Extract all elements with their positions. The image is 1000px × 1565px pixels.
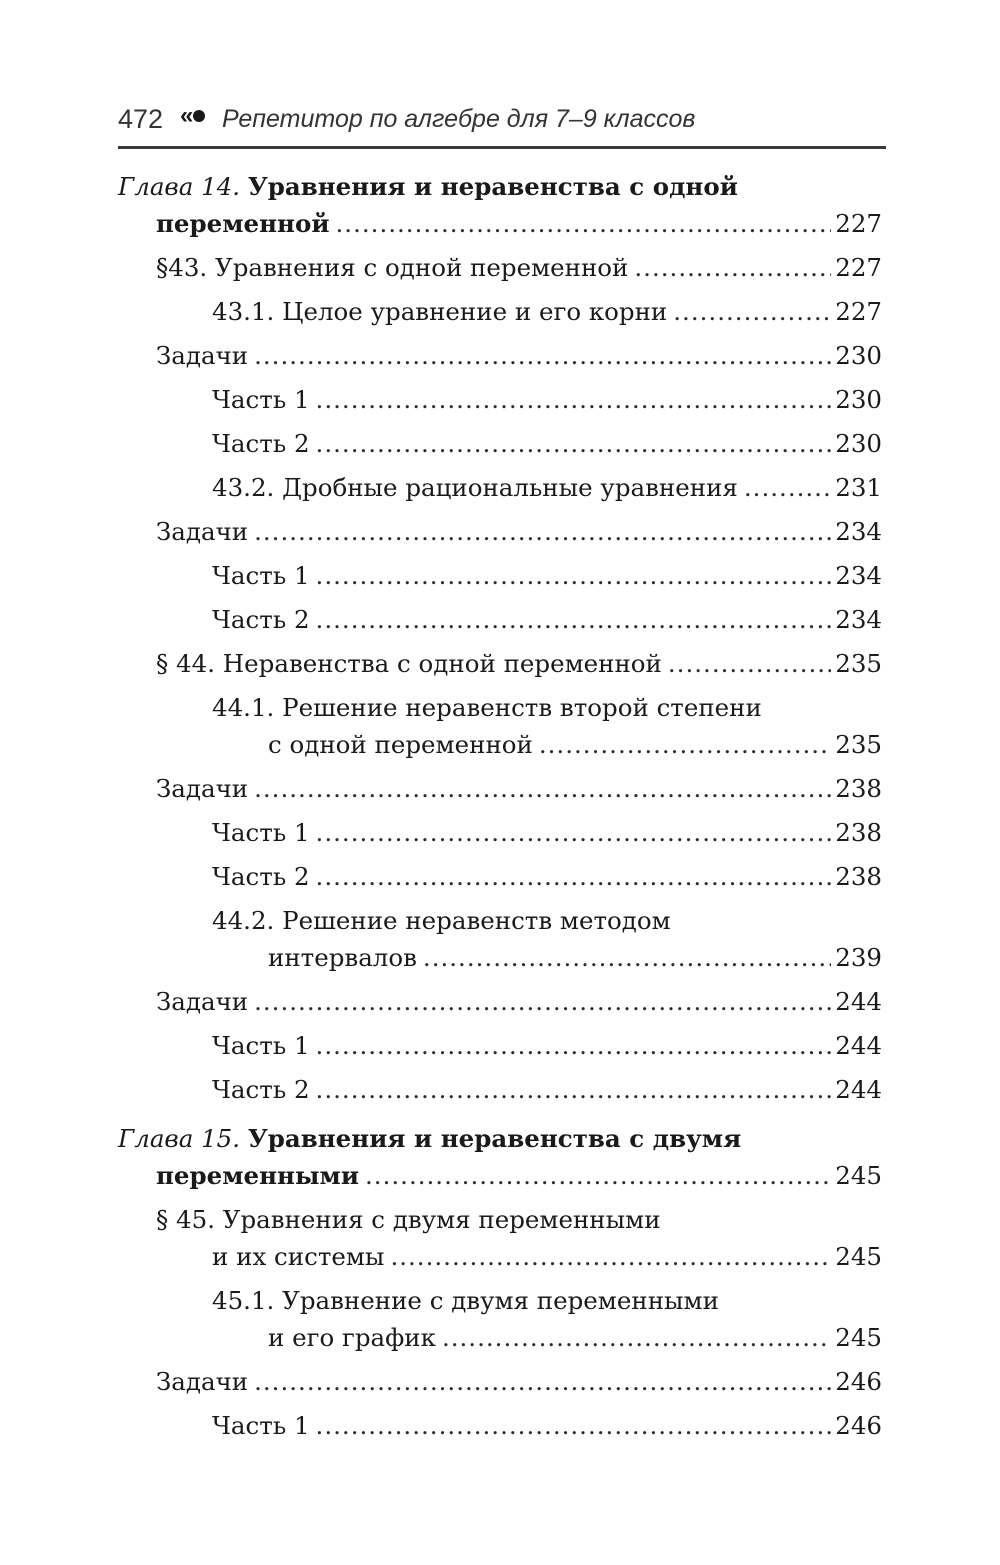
header-mark-glyph: «: [180, 102, 192, 129]
toc-entry[interactable]: [118, 469, 882, 506]
toc-page-number: 227: [835, 209, 882, 238]
chapter-title: Уравнения и неравенства с двумя: [247, 1124, 742, 1153]
toc-page-number: 238: [835, 862, 882, 891]
toc-page-number: 234: [835, 561, 882, 590]
toc-entry-title: Задачи: [156, 774, 249, 803]
toc-entry-title: интервалов: [268, 943, 417, 972]
toc-page-number: 230: [835, 385, 882, 414]
toc-line: [212, 425, 882, 462]
toc-entry-title: Часть 1: [212, 561, 310, 590]
toc-entry-title: § 44. Неравенства с одной переменной: [156, 649, 662, 678]
toc-entry-title: 44.1. Решение неравенств второй степени: [212, 693, 762, 722]
toc-line: [156, 513, 882, 550]
dot-leader: [634, 249, 831, 286]
dot-leader: [316, 1027, 832, 1064]
table-of-contents: [118, 168, 882, 1444]
toc-line: [156, 1363, 882, 1400]
toc-entry[interactable]: [118, 983, 882, 1020]
dot-leader: [442, 1319, 831, 1356]
toc-entry[interactable]: [118, 425, 882, 462]
dot-leader: [744, 469, 831, 506]
toc-entry[interactable]: [118, 293, 882, 330]
dot-leader: [316, 814, 832, 851]
toc-page-number: 231: [835, 473, 882, 502]
toc-line: [212, 814, 882, 851]
toc-entry[interactable]: [118, 814, 882, 851]
toc-page-number: 235: [835, 730, 882, 759]
toc-line: [156, 337, 882, 374]
dot-leader: [254, 513, 831, 550]
toc-entry[interactable]: [118, 381, 882, 418]
toc-entry-title: и его график: [268, 1323, 436, 1352]
toc-page-number: 245: [835, 1242, 882, 1271]
toc-line: [212, 726, 882, 763]
chapter-title: Уравнения и неравенства с одной: [247, 172, 738, 201]
page-header: [118, 96, 886, 149]
toc-page-number: 230: [835, 429, 882, 458]
toc-entry-title: с одной переменной: [268, 730, 533, 759]
toc-line: [156, 645, 882, 682]
toc-entry[interactable]: [118, 337, 882, 374]
toc-page-number: 234: [835, 517, 882, 546]
toc-entry-title: Часть 2: [212, 862, 310, 891]
toc-line: [212, 689, 882, 726]
toc-line: [118, 205, 882, 242]
dot-leader: [254, 983, 831, 1020]
toc-line: [156, 1201, 882, 1238]
dot-leader: [316, 425, 832, 462]
toc-entry[interactable]: [118, 1027, 882, 1064]
toc-page-number: 234: [835, 605, 882, 634]
toc-entry[interactable]: [118, 1363, 882, 1400]
toc-entry-title: Задачи: [156, 341, 249, 370]
toc-entry[interactable]: [118, 1282, 882, 1356]
toc-entry[interactable]: [118, 689, 882, 763]
toc-page-number: 238: [835, 774, 882, 803]
toc-entry[interactable]: [118, 858, 882, 895]
book-title: Репетитор по алгебре для 7–9 классов: [222, 105, 696, 133]
toc-entry-title: Часть 2: [212, 1075, 310, 1104]
dot-leader: [365, 1157, 831, 1194]
toc-page-number: 239: [835, 943, 882, 972]
toc-entry[interactable]: [118, 902, 882, 976]
dot-leader: [316, 381, 832, 418]
toc-entry[interactable]: [118, 1120, 882, 1194]
toc-page-number: 227: [835, 253, 882, 282]
toc-entry[interactable]: [118, 645, 882, 682]
toc-entry-title: переменными: [156, 1161, 359, 1190]
toc-entry-title: переменной: [156, 209, 330, 238]
toc-line: [212, 1282, 882, 1319]
toc-line: [156, 770, 882, 807]
toc-page-number: 245: [835, 1161, 882, 1190]
toc-entry[interactable]: [118, 513, 882, 550]
toc-entry-title: Часть 1: [212, 1031, 310, 1060]
toc-line: [212, 1407, 882, 1444]
chapter-number: Глава 15.: [118, 1124, 241, 1153]
toc-entry-title: Часть 2: [212, 605, 310, 634]
chapter-number: Глава 14.: [118, 172, 241, 201]
dot-leader: [423, 939, 831, 976]
toc-entry[interactable]: [118, 249, 882, 286]
toc-entry-title: § 45. Уравнения с двумя переменными: [156, 1205, 661, 1234]
toc-entry[interactable]: [118, 1201, 882, 1275]
toc-entry[interactable]: [118, 557, 882, 594]
toc-entry[interactable]: [118, 168, 882, 242]
header-dot-icon: [193, 110, 205, 122]
dot-leader: [254, 770, 831, 807]
toc-entry-title: Задачи: [156, 517, 249, 546]
toc-line: [212, 1319, 882, 1356]
toc-line: [212, 1027, 882, 1064]
dot-leader: [673, 293, 831, 330]
toc-line: [212, 902, 882, 939]
chapter-heading: [118, 168, 882, 205]
dot-leader: [390, 1238, 831, 1275]
toc-entry[interactable]: [118, 601, 882, 638]
toc-line: [212, 601, 882, 638]
dot-leader: [316, 557, 832, 594]
toc-page-number: 238: [835, 818, 882, 847]
chapter-heading: [118, 1120, 882, 1157]
toc-entry[interactable]: [118, 770, 882, 807]
toc-line: [212, 293, 882, 330]
toc-page-number: 244: [835, 1031, 882, 1060]
toc-line: [156, 1238, 882, 1275]
toc-entry-title: Задачи: [156, 1367, 249, 1396]
toc-entry[interactable]: [118, 1407, 882, 1444]
toc-line: [212, 469, 882, 506]
toc-page-number: 235: [835, 649, 882, 678]
toc-line: [212, 1071, 882, 1108]
toc-page-number: 227: [835, 297, 882, 326]
toc-entry-title: 45.1. Уравнение с двумя переменными: [212, 1286, 719, 1315]
dot-leader: [254, 337, 831, 374]
toc-line: [212, 858, 882, 895]
dot-leader: [254, 1363, 831, 1400]
toc-entry-title: Часть 1: [212, 385, 310, 414]
toc-entry[interactable]: [118, 1071, 882, 1108]
toc-entry-title: Часть 1: [212, 818, 310, 847]
dot-leader: [316, 1071, 832, 1108]
toc-page-number: 230: [835, 341, 882, 370]
toc-entry-title: 43.2. Дробные рациональные уравнения: [212, 473, 738, 502]
toc-entry-title: Часть 2: [212, 429, 310, 458]
toc-entry-title: Задачи: [156, 987, 249, 1016]
dot-leader: [316, 858, 832, 895]
toc-entry-title: и их системы: [212, 1242, 385, 1271]
dot-leader: [316, 1407, 832, 1444]
page-number: 472: [118, 104, 164, 134]
dot-leader: [668, 645, 831, 682]
toc-line: [156, 249, 882, 286]
toc-page-number: 246: [835, 1411, 882, 1440]
dot-leader: [539, 726, 831, 763]
toc-page-number: 246: [835, 1367, 882, 1396]
toc-line: [212, 557, 882, 594]
toc-line: [118, 1157, 882, 1194]
toc-entry-title: 44.2. Решение неравенств методом: [212, 906, 671, 935]
toc-line: [212, 939, 882, 976]
dot-leader: [316, 601, 832, 638]
toc-page-number: 244: [835, 987, 882, 1016]
toc-entry-title: Часть 1: [212, 1411, 310, 1440]
dot-leader: [336, 205, 832, 242]
header-ornament-icon: [180, 102, 205, 130]
toc-entry-title: 43.1. Целое уравнение и его корни: [212, 297, 668, 326]
toc-entry-title: §43. Уравнения с одной переменной: [156, 253, 629, 282]
toc-page-number: 245: [835, 1323, 882, 1352]
toc-line: [212, 381, 882, 418]
toc-page-number: 244: [835, 1075, 882, 1104]
toc-line: [156, 983, 882, 1020]
